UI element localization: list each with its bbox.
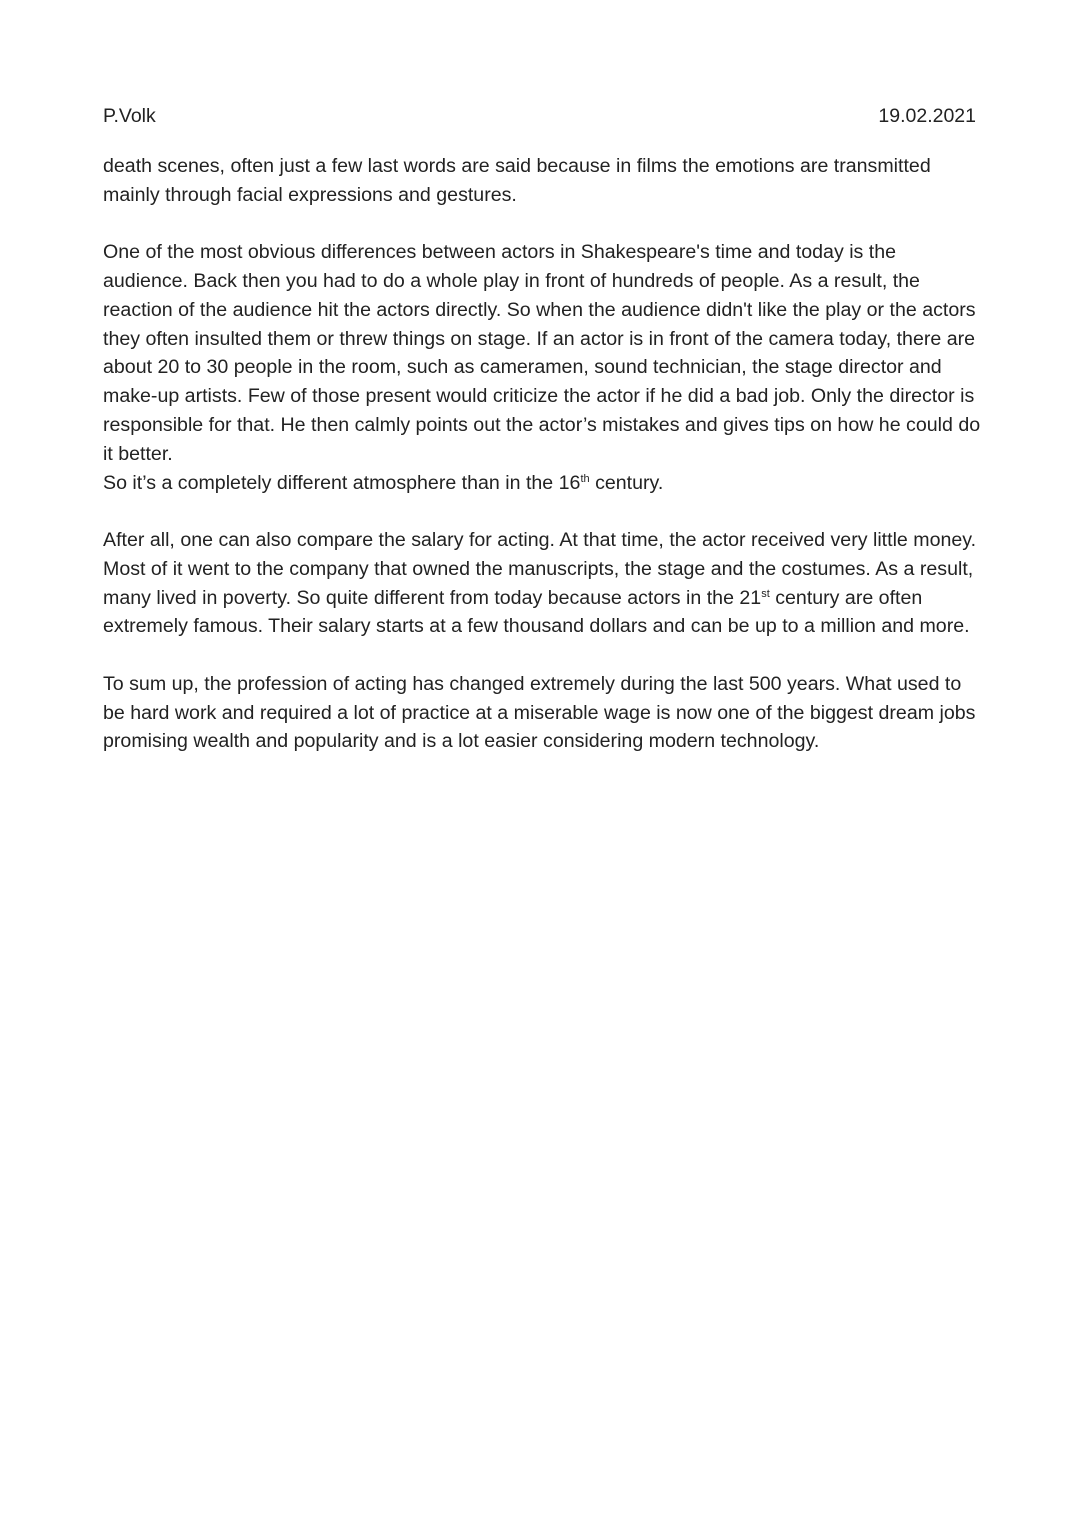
paragraph-1 — [103, 152, 983, 210]
document-date: 19.02.2021 — [878, 105, 976, 127]
ordinal-suffix: th — [580, 473, 590, 486]
ordinal-suffix: st — [761, 588, 770, 601]
paragraph-4 — [103, 670, 983, 756]
paragraph-3-text: After all, one can also compare the salary for acting. At that time, the actor received very little money. Most of it went to the company that owned the manuscripts, the stage and the costumes. As a result, many lived in poverty. So quite different from today because actors in the 21 — [103, 528, 977, 609]
paragraph-2-text: One of the most obvious differences between actors in Shakespeare's time and today is the audience. Back then you had to do a whole play in front of hundreds of people. As a result, the reaction of the audience hit the actors directly. So when the audience didn't like the play or the actors they often insulted them or threw things on stage. If an actor is in front of the camera today, there are about 20 to 30 people in the room, such as cameramen, sound technician, the stage director and make-up artists. Few of those present would criticize the actor if he did a bad job. Only the director is responsible for that. He then calmly points out the actor’s mistakes and gives tips on how he could do it better. — [103, 241, 981, 465]
paragraph-2-closing-tail: century. — [589, 471, 664, 494]
paragraph-3-tail: century are often extremely famous. Their salary starts at a few thousand dollars and can be up to a million and more. — [103, 586, 970, 638]
paragraph-2 — [103, 238, 983, 497]
paragraph-1-text: death scenes, often just a few last words are said because in films the emotions are transmitted mainly through facial expressions and gestures. — [103, 155, 931, 206]
paragraph-3 — [103, 526, 983, 641]
paragraph-4-text: To sum up, the profession of acting has changed extremely during the last 500 years. What used to be hard work and required a lot of practice at a miserable wage is now one of the biggest dream jobs promising wealth and popularity and is a lot easier considering modern technology. — [103, 672, 976, 753]
author-name: P.Volk — [103, 105, 156, 127]
page-header — [103, 103, 976, 129]
paragraph-2-closing-text: So it’s a completely different atmosphere than in the 16 — [103, 471, 581, 494]
document-body — [103, 152, 983, 785]
